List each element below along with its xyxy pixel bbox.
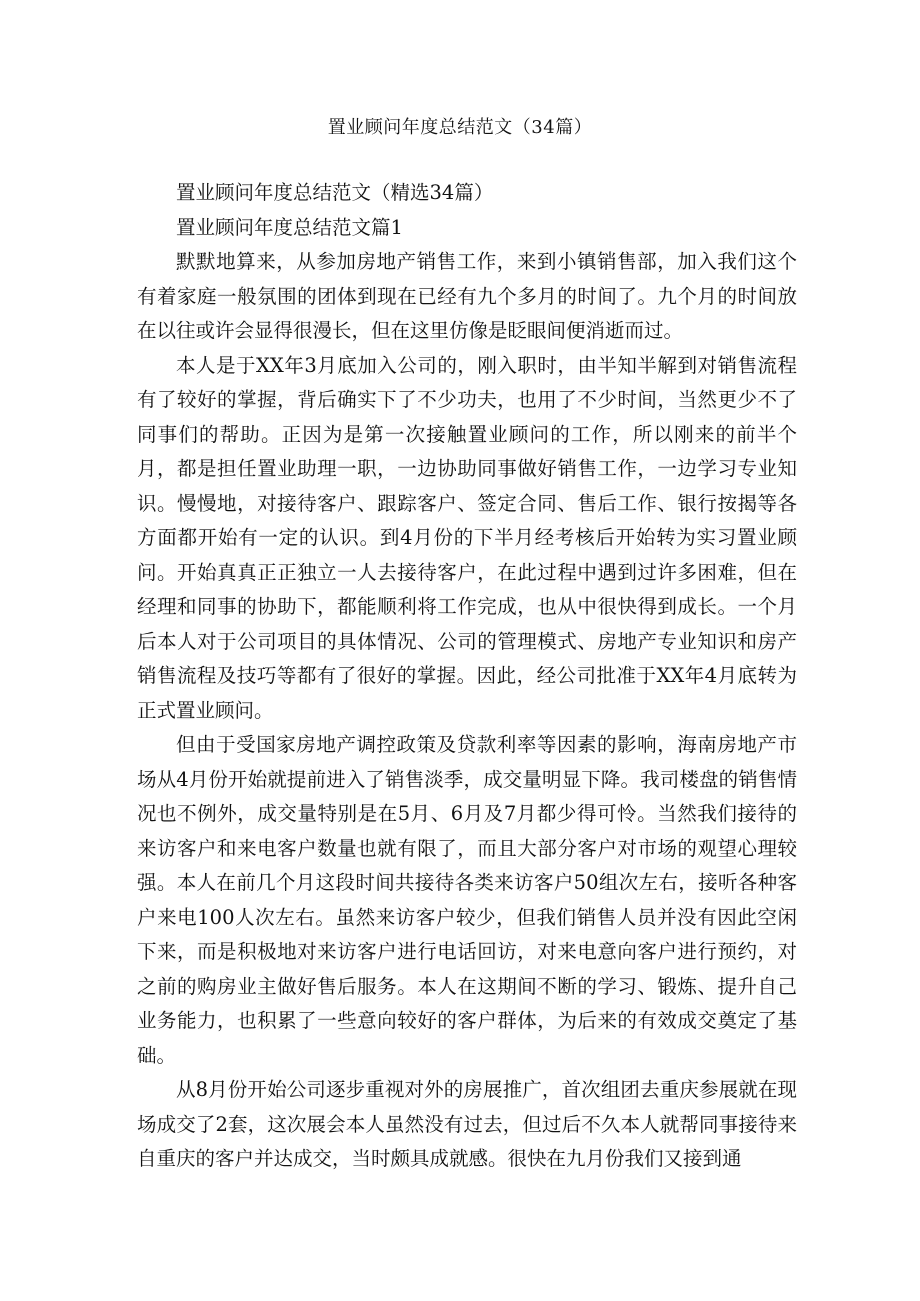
section-heading: 置业顾问年度总结范文篇1 <box>176 215 403 239</box>
paragraph: 默默地算来，从参加房地产销售工作，来到小镇销售部，加入我们这个有着家庭一般氛围的团体到现在已经有九个多月的时间了。九个月的时间放在以往或许会显得很漫长，但在这里仿像是眨眼间便消逝而过。 <box>137 250 797 342</box>
document-subtitle: 置业顾问年度总结范文（精选34篇） <box>176 181 494 204</box>
paragraph: 但由于受国家房地产调控政策及贷款利率等因素的影响，海南房地产市场从4月份开始就提前进入了销售淡季，成交量明显下降。我司楼盘的销售情况也不例外，成交量特别是在5月、6月及7月都少得可怜。当然我们接待的来访客户和来电客户数量也就有限了，而且大部分客户对市场的观望心理较强。本人在前几个月这段时间共接待各类来访客户50组次左右，接听各种客户来电100人次左右。虽然来访客户较少，但我们销售人员并没有因此空闲下来，而是积极地对来访客户进行电话回访，对来电意向客户进行预约，对之前的购房业主做好售后服务。本人在这期间不断的学习、锻炼、提升自己业务能力，也积累了一些意向较好的客户群体，为后来的有效成交奠定了基础。 <box>137 733 797 1067</box>
document-body <box>137 176 797 1177</box>
paragraph: 从8月份开始公司逐步重视对外的房展推广，首次组团去重庆参展就在现场成交了2套，这次展会本人虽然没有过去，但过后不久本人就帮同事接待来自重庆的客户并达成交，当时颇具成就感。很快在九月份我们又接到通 <box>137 1078 797 1170</box>
document-title: 置业顾问年度总结范文（34篇） <box>327 117 593 138</box>
paragraph: 本人是于XX年3月底加入公司的，刚入职时，由半知半解到对销售流程有了较好的掌握，背后确实下了不少功夫，也用了不少时间，当然更少不了同事们的帮助。正因为是第一次接触置业顾问的工作，所以刚来的前半个月，都是担任置业助理一职，一边协助同事做好销售工作，一边学习专业知识。慢慢地，对接待客户、跟踪客户、签定合同、售后工作、银行按揭等各方面都开始有一定的认识。到4月份的下半月经考核后开始转为实习置业顾问。开始真真正正独立一人去接待客户，在此过程中遇到过许多困难，但在经理和同事的协助下，都能顺利将工作完成，也从中很快得到成长。一个月后本人对于公司项目的具体情况、公司的管理模式、房地产专业知识和房产销售流程及技巧等都有了很好的掌握。因此，经公司批准于XX年4月底转为正式置业顾问。 <box>137 353 797 722</box>
